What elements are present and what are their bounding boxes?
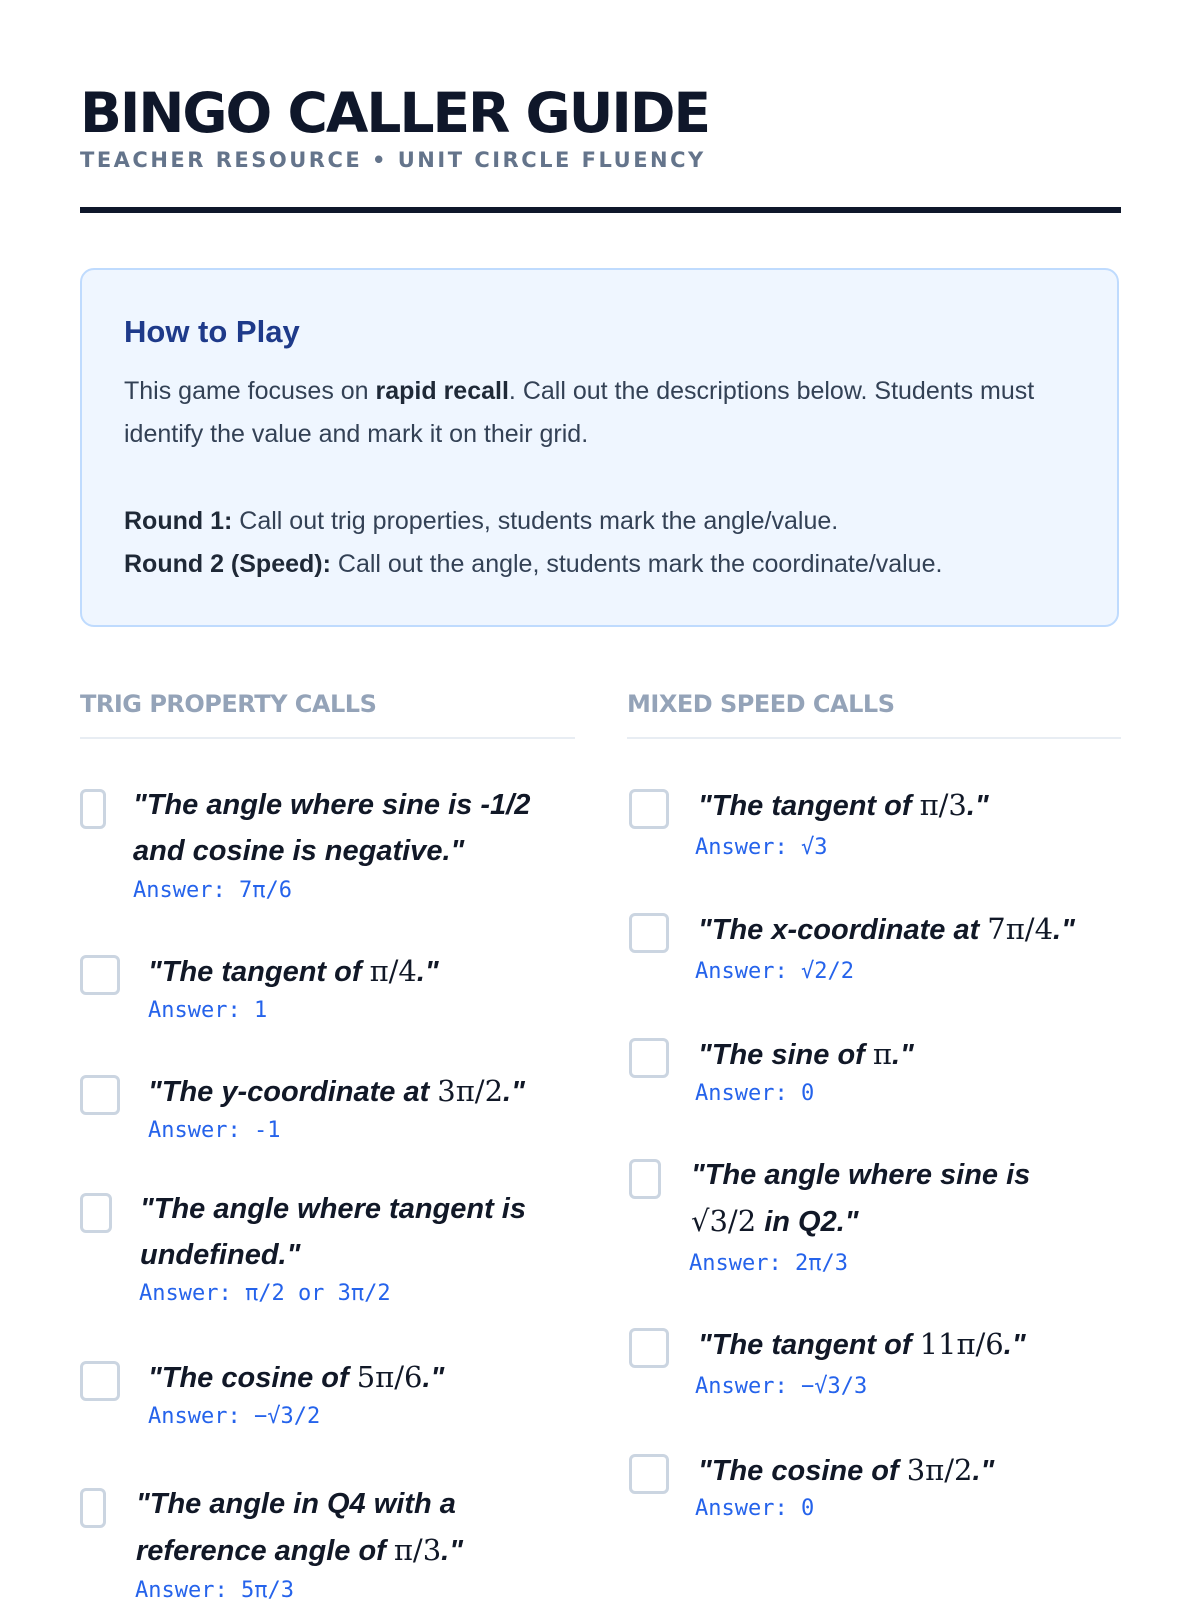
call-text-line-1: "The angle in Q4 with a: [136, 1488, 456, 1520]
call-text-part: "The cosine of: [148, 1362, 357, 1394]
call-text: [698, 906, 1075, 953]
call-answer: Answer: 7π/6: [133, 878, 292, 903]
call-answer: Answer: √3: [695, 835, 828, 860]
call-text-part: "The cosine of: [698, 1455, 907, 1487]
page-title: BINGO CALLER GUIDE: [80, 81, 710, 145]
header-divider: [80, 207, 1121, 213]
call-checkbox[interactable]: [629, 1454, 669, 1494]
call-text-line-2: undefined.": [140, 1239, 301, 1271]
page-subtitle: TEACHER RESOURCE • UNIT CIRCLE FLUENCY: [80, 148, 706, 172]
intro-text-2: . Call out the descriptions below. Students must identify the value and mark it on their grid.: [124, 377, 1035, 448]
call-answer: Answer: 0: [695, 1496, 815, 1521]
call-text-part: "The tangent of: [698, 790, 920, 822]
call-answer: Answer: 5π/3: [135, 1578, 294, 1603]
call-checkbox[interactable]: [80, 1193, 112, 1233]
how-to-play-intro: [124, 370, 1084, 456]
intro-bold: rapid recall: [375, 377, 509, 405]
round-2-label: Round 2 (Speed):: [124, 550, 331, 578]
call-text: [148, 948, 439, 995]
call-text-part: "The x-coordinate at: [698, 914, 988, 946]
call-text-part: .": [972, 1455, 995, 1487]
call-answer: Answer: 0: [695, 1081, 815, 1106]
left-column-divider: [80, 737, 575, 739]
call-checkbox[interactable]: [629, 1038, 669, 1078]
call-text-part: .": [503, 1076, 525, 1108]
call-answer: Answer: 2π/3: [689, 1251, 848, 1276]
call-text-line-2: reference angle of: [136, 1535, 394, 1567]
call-answer: Answer: √2/2: [695, 959, 854, 984]
call-text: [698, 1447, 994, 1494]
call-math: π/3: [919, 788, 967, 822]
call-answer: Answer: −√3/3: [695, 1374, 868, 1399]
round-2-text: Call out the angle, students mark the coordinate/value.: [330, 550, 943, 578]
call-answer: Answer: π/2 or 3π/2: [139, 1281, 391, 1306]
right-column-divider: [627, 737, 1121, 739]
call-text-part: .": [441, 1535, 463, 1567]
call-math: 7π/4: [987, 912, 1054, 946]
how-to-play-title: How to Play: [124, 314, 300, 349]
call-text-part: "The tangent of: [148, 956, 370, 988]
call-checkbox[interactable]: [80, 789, 106, 829]
call-text: [148, 1068, 525, 1115]
call-checkbox[interactable]: [80, 1488, 106, 1528]
call-checkbox[interactable]: [629, 1328, 669, 1368]
call-math: √3/2: [691, 1204, 757, 1238]
call-math: 11π/6: [919, 1327, 1004, 1361]
call-text: [698, 782, 989, 829]
right-column-heading: MIXED SPEED CALLS: [627, 690, 895, 718]
call-checkbox[interactable]: [629, 789, 669, 829]
call-math: 5π/6: [356, 1360, 423, 1394]
call-checkbox[interactable]: [629, 1159, 661, 1199]
call-text-part: .": [966, 790, 989, 822]
call-text-part: "The tangent of: [698, 1329, 920, 1361]
call-checkbox[interactable]: [80, 1075, 120, 1115]
how-to-play-box: [80, 268, 1119, 627]
call-math: 3π/2: [437, 1074, 504, 1108]
round-1-line: [124, 500, 942, 543]
call-text-part: .": [416, 956, 439, 988]
call-text-part: .": [1053, 914, 1075, 946]
call-checkbox[interactable]: [80, 1361, 120, 1401]
call-answer: Answer: -1: [148, 1118, 281, 1143]
call-math: π/4: [369, 954, 417, 988]
call-text-line-1: "The angle where tangent is: [140, 1193, 526, 1225]
call-text-line-1: "The angle where sine is: [691, 1159, 1031, 1191]
call-text-line-2: and cosine is negative.": [133, 835, 465, 867]
call-text: [136, 1481, 463, 1574]
call-text: [148, 1354, 444, 1401]
call-text: [140, 1186, 526, 1278]
round-2-line: [124, 543, 942, 586]
call-math: π/3: [393, 1533, 442, 1567]
call-text: [698, 1321, 1026, 1368]
round-1-text: Call out trig properties, students mark the angle/value.: [232, 507, 839, 535]
call-checkbox[interactable]: [629, 913, 669, 953]
call-answer: Answer: −√3/2: [148, 1404, 321, 1429]
call-text-part: .": [1003, 1329, 1026, 1361]
call-text-part: .": [422, 1362, 445, 1394]
call-text-part: "The sine of: [698, 1039, 873, 1071]
call-text: [691, 1152, 1030, 1245]
call-math: π: [872, 1037, 892, 1071]
call-math: 3π/2: [906, 1453, 973, 1487]
how-to-play-rounds: [124, 500, 942, 586]
call-text-line-1: "The angle where sine is -1/2: [133, 789, 531, 821]
call-checkbox[interactable]: [80, 955, 120, 995]
call-text-part: .": [891, 1039, 914, 1071]
call-text: [133, 782, 530, 874]
intro-text-1: This game focuses on: [124, 377, 376, 405]
round-1-label: Round 1:: [124, 507, 233, 535]
left-column-heading: TRIG PROPERTY CALLS: [80, 690, 377, 718]
call-answer: Answer: 1: [148, 998, 268, 1023]
call-text-part: "The y-coordinate at: [148, 1076, 438, 1108]
call-text: [698, 1031, 914, 1078]
call-text-part: in Q2.": [756, 1206, 859, 1238]
